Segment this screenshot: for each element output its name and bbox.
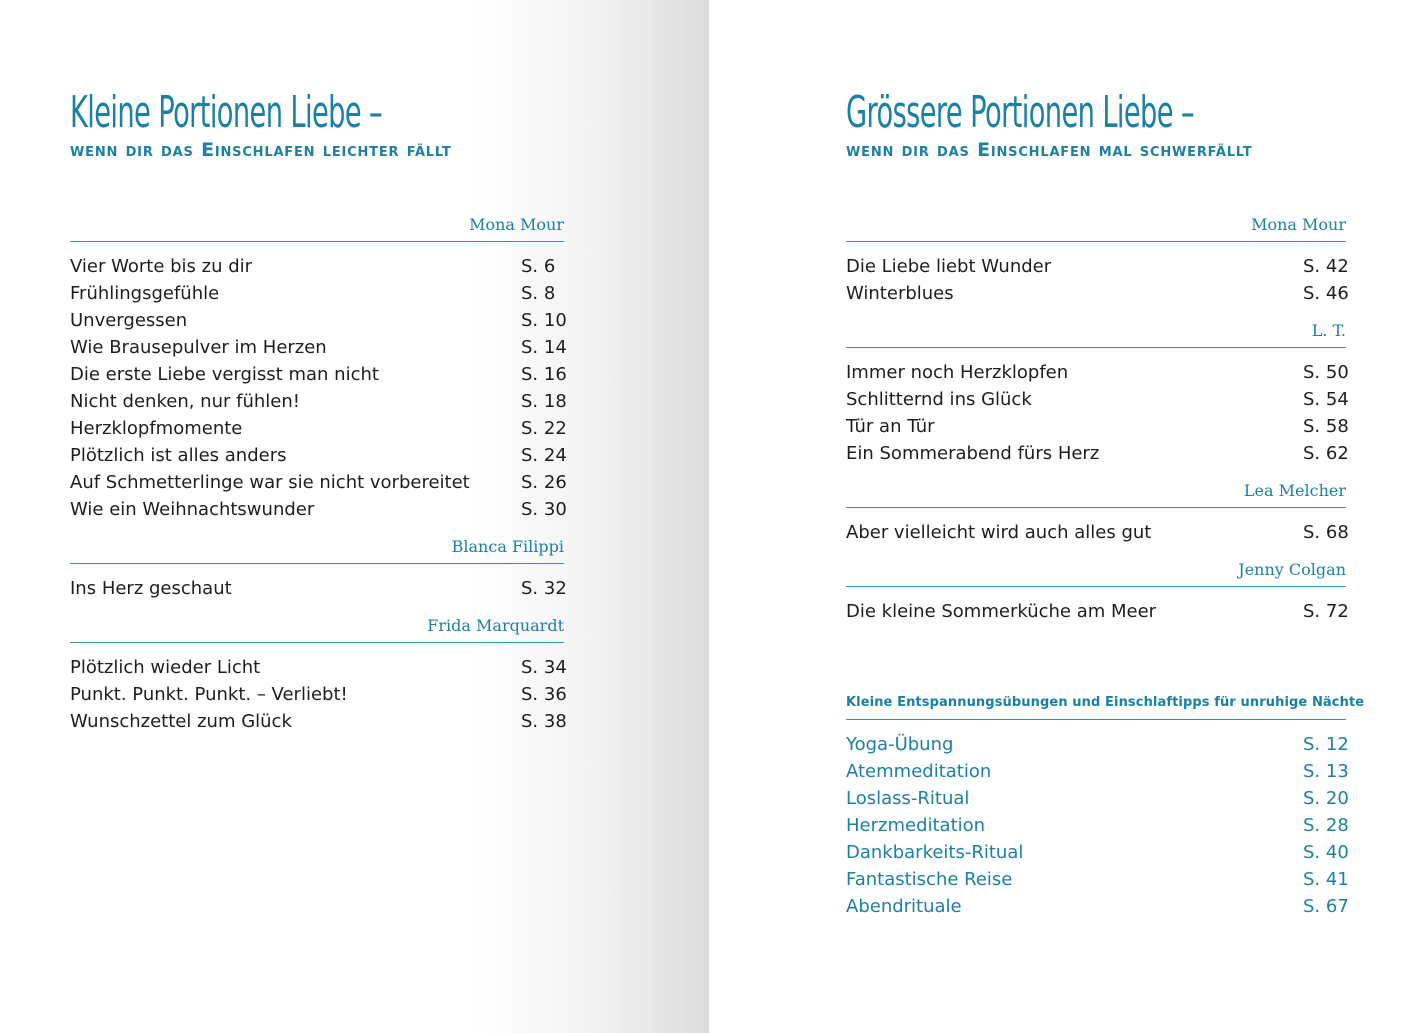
relax-section-heading: Kleine Entspannungsübungen und Einschlaftipps für unruhige Nächte xyxy=(846,694,1346,720)
author-name: Lea Melcher xyxy=(846,481,1346,508)
entry-page: S. 42 xyxy=(1303,256,1349,277)
entry-title: Die Liebe liebt Wunder xyxy=(846,256,1052,277)
relax-toc xyxy=(846,694,1365,920)
entry-page: S. 16 xyxy=(521,364,567,385)
toc-entry[interactable] xyxy=(70,575,567,602)
entry-title: Yoga-Übung xyxy=(846,734,954,755)
toc-entry[interactable] xyxy=(846,812,1349,839)
entry-page: S. 68 xyxy=(1303,522,1349,543)
entry-page: S. 22 xyxy=(521,418,567,439)
right-page-title: Grössere Portionen Liebe – xyxy=(846,87,1194,138)
toc-entry[interactable] xyxy=(70,496,567,523)
entry-page: S. 8 xyxy=(521,283,556,304)
entry-title: Ins Herz geschaut xyxy=(70,578,232,599)
author-name: L. T. xyxy=(846,321,1346,348)
author-name: Jenny Colgan xyxy=(846,560,1346,587)
toc-entry[interactable] xyxy=(70,681,567,708)
toc-entry[interactable] xyxy=(846,758,1349,785)
entry-title: Punkt. Punkt. Punkt. – Verliebt! xyxy=(70,684,348,705)
right-page-subtitle: wenn dir das Einschlafen mal schwerfällt xyxy=(846,139,1253,161)
toc-entry[interactable] xyxy=(846,280,1349,307)
toc-entry[interactable] xyxy=(846,386,1349,413)
entry-page: S. 34 xyxy=(521,657,567,678)
left-toc xyxy=(70,215,567,735)
entry-title: Vier Worte bis zu dir xyxy=(70,256,253,277)
entry-page: S. 24 xyxy=(521,445,567,466)
entry-page: S. 67 xyxy=(1303,896,1349,917)
toc-entry[interactable] xyxy=(846,866,1349,893)
toc-entry[interactable] xyxy=(70,253,564,280)
toc-entry[interactable] xyxy=(846,731,1349,758)
left-page-title: Kleine Portionen Liebe – xyxy=(70,87,383,138)
right-toc xyxy=(846,215,1349,625)
entry-title: Die erste Liebe vergisst man nicht xyxy=(70,364,379,385)
author-name: Mona Mour xyxy=(70,215,564,242)
entry-page: S. 18 xyxy=(521,391,567,412)
entry-page: S. 30 xyxy=(521,499,567,520)
entry-page: S. 28 xyxy=(1303,815,1349,836)
entry-title: Plötzlich wieder Licht xyxy=(70,657,261,678)
entry-page: S. 10 xyxy=(521,310,567,331)
entry-page: S. 40 xyxy=(1303,842,1349,863)
right-page xyxy=(709,0,1417,1033)
entry-page: S. 14 xyxy=(521,337,567,358)
toc-entry[interactable] xyxy=(846,598,1349,625)
entry-title: Nicht denken, nur fühlen! xyxy=(70,391,300,412)
entry-page: S. 32 xyxy=(521,578,567,599)
entry-title: Herzklopfmomente xyxy=(70,418,243,439)
entry-page: S. 72 xyxy=(1303,601,1349,622)
left-page-subtitle: wenn dir das Einschlafen leichter fällt xyxy=(70,139,452,161)
author-group xyxy=(70,616,567,735)
entry-page: S. 12 xyxy=(1303,734,1349,755)
toc-entry[interactable] xyxy=(846,253,1349,280)
toc-entry[interactable] xyxy=(846,785,1349,812)
author-group xyxy=(70,537,567,602)
author-group xyxy=(846,481,1349,546)
author-name: Blanca Filippi xyxy=(70,537,564,564)
entry-title: Tür an Tür xyxy=(846,416,935,437)
entry-page: S. 62 xyxy=(1303,443,1349,464)
toc-entry[interactable] xyxy=(846,413,1349,440)
entry-title: Wunschzettel zum Glück xyxy=(70,711,292,732)
author-group xyxy=(846,560,1349,625)
entry-title: Wie ein Weihnachtswunder xyxy=(70,499,315,520)
entry-title: Ein Sommerabend fürs Herz xyxy=(846,443,1100,464)
toc-entry[interactable] xyxy=(70,388,567,415)
toc-entry[interactable] xyxy=(70,654,567,681)
entry-title: Fantastische Reise xyxy=(846,869,1013,890)
entry-title: Unvergessen xyxy=(70,310,188,331)
entry-title: Aber vielleicht wird auch alles gut xyxy=(846,522,1152,543)
entry-title: Immer noch Herzklopfen xyxy=(846,362,1069,383)
entry-page: S. 26 xyxy=(521,472,567,493)
author-name: Mona Mour xyxy=(846,215,1346,242)
toc-entry[interactable] xyxy=(70,334,567,361)
entry-title: Wie Brausepulver im Herzen xyxy=(70,337,327,358)
entry-title: Plötzlich ist alles anders xyxy=(70,445,287,466)
entry-page: S. 6 xyxy=(521,256,556,277)
toc-entry[interactable] xyxy=(70,280,564,307)
author-group xyxy=(846,321,1349,467)
toc-entry[interactable] xyxy=(846,519,1349,546)
entry-title: Loslass-Ritual xyxy=(846,788,970,809)
entry-title: Herzmeditation xyxy=(846,815,986,836)
entry-page: S. 36 xyxy=(521,684,567,705)
entry-page: S. 20 xyxy=(1303,788,1349,809)
entry-title: Winterblues xyxy=(846,283,954,304)
toc-entry[interactable] xyxy=(846,359,1349,386)
entry-page: S. 13 xyxy=(1303,761,1349,782)
toc-entry[interactable] xyxy=(846,893,1349,920)
entry-page: S. 46 xyxy=(1303,283,1349,304)
toc-entry[interactable] xyxy=(846,440,1349,467)
entry-page: S. 58 xyxy=(1303,416,1349,437)
toc-entry[interactable] xyxy=(70,442,567,469)
toc-entry[interactable] xyxy=(70,307,567,334)
entry-page: S. 54 xyxy=(1303,389,1349,410)
entry-title: Atemmeditation xyxy=(846,761,992,782)
entry-title: Dankbarkeits-Ritual xyxy=(846,842,1024,863)
entry-page: S. 41 xyxy=(1303,869,1349,890)
entry-page: S. 38 xyxy=(521,711,567,732)
entry-page: S. 50 xyxy=(1303,362,1349,383)
toc-entry[interactable] xyxy=(846,839,1349,866)
entry-title: Frühlingsgefühle xyxy=(70,283,220,304)
entry-title: Abendrituale xyxy=(846,896,962,917)
entry-title: Schlitternd ins Glück xyxy=(846,389,1032,410)
toc-entry[interactable] xyxy=(70,708,567,735)
entry-title: Auf Schmetterlinge war sie nicht vorbereitet xyxy=(70,472,470,493)
entry-title: Die kleine Sommerküche am Meer xyxy=(846,601,1157,622)
author-group xyxy=(846,215,1349,307)
author-name: Frida Marquardt xyxy=(70,616,564,643)
toc-entry[interactable] xyxy=(70,361,567,388)
toc-entry[interactable] xyxy=(70,415,567,442)
author-group xyxy=(70,215,567,523)
toc-entry[interactable] xyxy=(70,469,567,496)
